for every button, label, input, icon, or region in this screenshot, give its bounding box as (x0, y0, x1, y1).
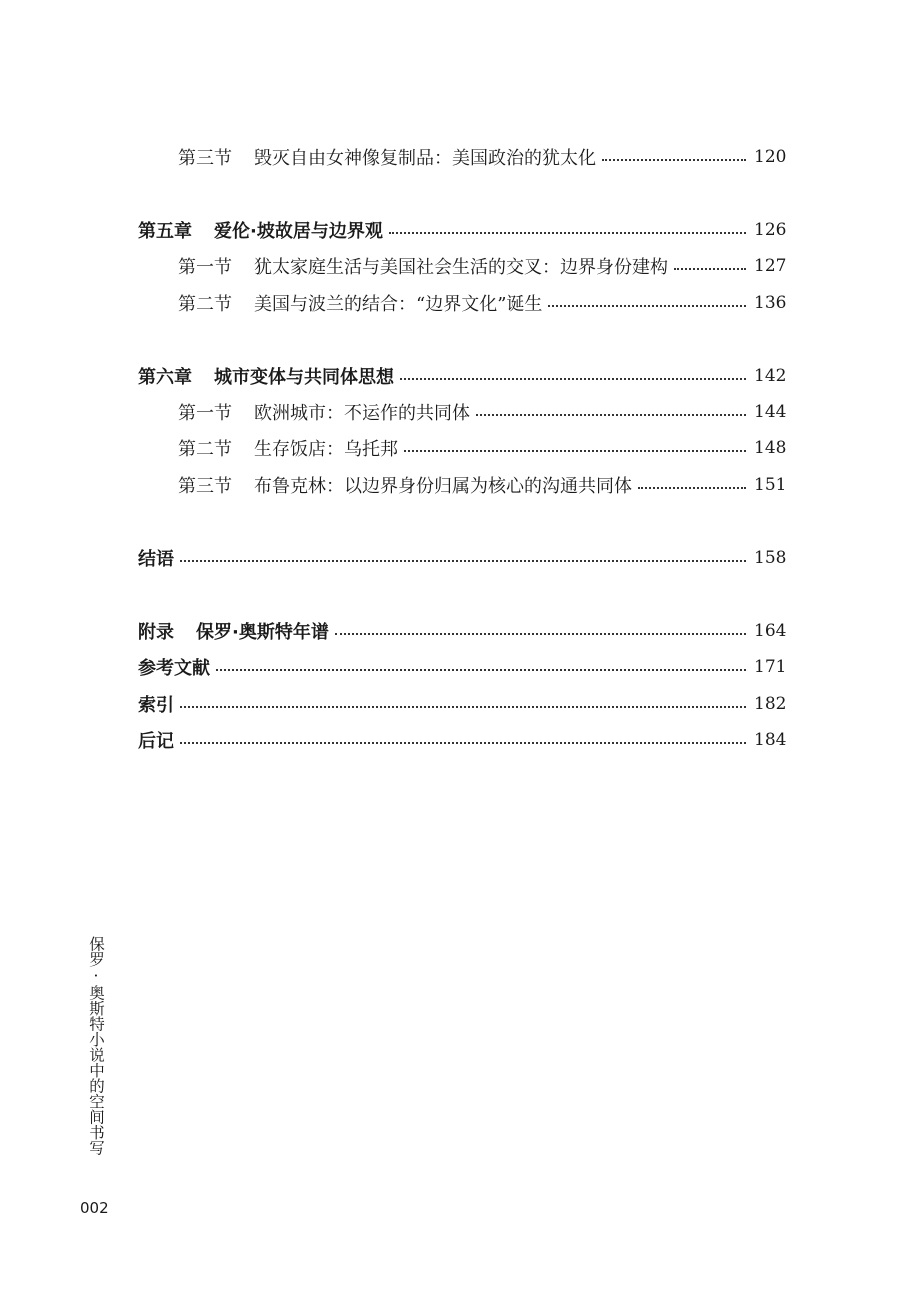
toc-entry-title: 爱伦·坡故居与边界观 (214, 221, 383, 242)
toc-entry-label: 第二节 (178, 439, 232, 460)
toc-entry-title: 美国与波兰的结合：“边界文化”诞生 (254, 294, 543, 315)
toc-entry-label: 第三节 (178, 148, 232, 169)
toc-entry-chapter (138, 652, 786, 682)
toc-entry-page-number: 126 (754, 220, 787, 240)
dot-leader (548, 305, 746, 307)
toc-entry-title: 城市变体与共同体思想 (214, 367, 394, 388)
toc-entry-title: 生存饭店：乌托邦 (254, 439, 398, 460)
toc-entry-section (138, 251, 786, 281)
toc-entry-label: 索引 (138, 695, 174, 716)
dot-leader (180, 560, 746, 562)
dot-leader (335, 633, 746, 635)
toc-entry-title: 犹太家庭生活与美国社会生活的交叉：边界身份建构 (254, 257, 668, 278)
dot-leader (180, 706, 746, 708)
toc-entry-chapter (138, 616, 786, 646)
toc-entry-page-number: 120 (754, 147, 787, 167)
toc-entry-page-number: 171 (754, 657, 787, 677)
toc-entry-page-number: 136 (754, 293, 787, 313)
toc-entry-page-number: 184 (754, 730, 787, 750)
toc-entry-page-number: 182 (754, 694, 787, 714)
toc-entry-label: 后记 (138, 731, 174, 752)
toc-entry-label: 第一节 (178, 403, 232, 424)
toc-entry-chapter (138, 725, 786, 755)
dot-leader (180, 742, 746, 744)
toc-entry-label: 第二节 (178, 294, 232, 315)
toc-entry-label: 第三节 (178, 476, 232, 497)
toc-entry-page-number: 142 (754, 366, 787, 386)
toc-entry-chapter (138, 215, 786, 245)
toc-entry-label: 附录 (138, 622, 174, 643)
toc-entry-title: 毁灭自由女神像复制品：美国政治的犹太化 (254, 148, 596, 169)
page-number: 002 (80, 1199, 109, 1217)
toc-entry-label: 第五章 (138, 221, 192, 242)
toc-entry-section (138, 433, 786, 463)
toc-entry-label: 第六章 (138, 367, 192, 388)
toc-entry-page-number: 127 (754, 256, 787, 276)
toc-entry-title: 布鲁克林：以边界身份归属为核心的沟通共同体 (254, 476, 632, 497)
dot-leader (404, 450, 746, 452)
toc-entry-label: 参考文献 (138, 658, 210, 679)
toc-entry-chapter (138, 689, 786, 719)
dot-leader (674, 268, 746, 270)
toc-entry-chapter (138, 543, 786, 573)
toc-entry-section (138, 288, 786, 318)
toc-entry-page-number: 164 (754, 621, 787, 641)
dot-leader (216, 669, 746, 671)
toc-entry-label: 结语 (138, 549, 174, 570)
toc-entry-page-number: 151 (754, 475, 787, 495)
toc-entry-page-number: 144 (754, 402, 787, 422)
toc-entry-section (138, 470, 786, 500)
dot-leader (602, 159, 746, 161)
toc-entry-page-number: 148 (754, 438, 787, 458)
toc-entry-title: 保罗·奥斯特年谱 (196, 622, 329, 643)
dot-leader (400, 378, 746, 380)
running-head-book-title: 保罗·奥斯特小说中的空间书写 (87, 936, 105, 1156)
toc-entry-section (138, 397, 786, 427)
toc-entry-title: 欧洲城市：不运作的共同体 (254, 403, 470, 424)
toc-entry-page-number: 158 (754, 548, 787, 568)
toc-entry-label: 第一节 (178, 257, 232, 278)
dot-leader (476, 414, 746, 416)
dot-leader (389, 232, 746, 234)
toc-entry-chapter (138, 361, 786, 391)
dot-leader (638, 487, 746, 489)
toc-entry-section (138, 142, 786, 172)
